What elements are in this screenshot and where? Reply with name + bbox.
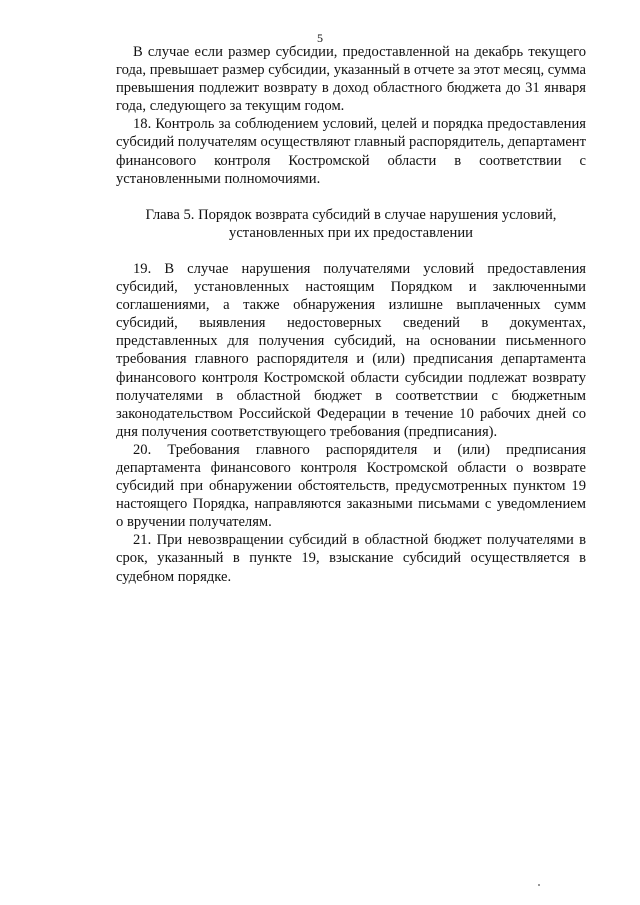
document-body [116, 43, 586, 586]
scan-speck [538, 884, 540, 886]
chapter-heading [116, 206, 586, 242]
paragraph-20: 20. Требования главного распорядителя и (или) предписания департамента финансового контроля Костромской области о возврате субсидий при обнаружении обстоятельств, предусмотренных пунктом 19 настоящего Порядка, направляются заказными письмами с уведомлением о вручении получателям. [116, 441, 586, 531]
paragraph-19: 19. В случае нарушения получателями условий предоставления субсидий, установленных настоящим Порядком и заключенными соглашениями, а также обнаружения излишне выплаченных сумм субсидий, выявления недостоверных сведений в документах, представленных для получения субсидий, на основании письменного требования главного распорядителя и (или) предписания департамента финансового контроля Костромской области субсидии подлежат возврату получателями в областной бюджет в соответствии с бюджетным законодательством Российской Федерации в течение 10 рабочих дней со дня получения соответствующего требования (предписания). [116, 260, 586, 440]
page-number: 5 [317, 31, 323, 45]
paragraph-18: 18. Контроль за соблюдением условий, целей и порядка предоставления субсидий получателям осуществляют главный распорядитель, департамент финансового контроля Костромской области в соответствии с установленными полномочиями. [116, 116, 586, 187]
chapter-heading-line-1: Глава 5. Порядок возврата субсидий в случае нарушения условий, [145, 206, 557, 223]
paragraph-21: 21. При невозвращении субсидий в областной бюджет получателями в срок, указанный в пункте 19, взыскание субсидий осуществляется в судебном порядке. [116, 532, 586, 585]
chapter-heading-line-2: установленных при их предоставлении [229, 224, 473, 241]
paragraph-intro: В случае если размер субсидии, предоставленной на декабрь текущего года, превышает размер субсидии, указанный в отчете за этот месяц, сумма превышения подлежит возврату в доход областного бюджета до 31 января года, следующего за текущим годом. [116, 44, 586, 115]
